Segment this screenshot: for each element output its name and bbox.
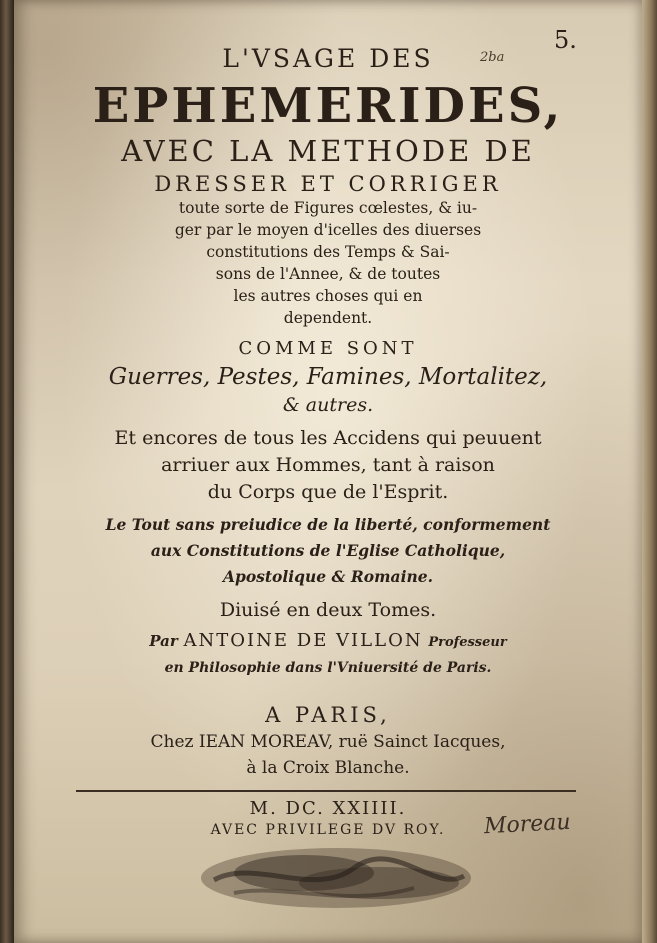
page-edge [642,0,657,943]
page-number: 5. [554,26,577,54]
list-line-1: Guerres, Pestes, Famines, Mortalitez, [108,364,548,390]
accidents-line-3: du Corps que de l'Esprit. [207,481,449,503]
description-line-4: sons de l'Annee, & de toutes [215,265,441,283]
ink-stamp-icon [194,838,479,918]
title-page [14,0,642,943]
divider-rule [76,790,576,792]
accidents-line-1: Et encores de tous les Accidens qui peuuent [114,427,542,449]
title-line-3: AVEC LA METHODE DE [121,134,535,168]
author-line-1 [14,630,642,651]
list-line-2: & autres. [282,394,374,416]
imprint-line-2: à la Croix Blanche. [246,758,410,778]
description-line-3: constitutions des Temps & Sai- [206,243,450,261]
author-line-2: en Philosophie dans l'Vniuersité de Paris. [164,660,492,676]
title-line-1: L'VSAGE DES [222,44,434,73]
imprint-city: A PARIS, [265,703,391,727]
handwritten-note: 2ba [480,50,505,65]
imprint-line-1: Chez IEAN MOREAV, ruë Sainct Iacques, [150,732,506,752]
privilege-line: AVEC PRIVILEGE DV ROY. [210,822,446,838]
title-line-2: EPHEMERIDES, [92,78,564,134]
handwritten-signature: Moreau [483,809,572,840]
description-line-2: ger par le moyen d'icelles des diuerses [174,221,482,239]
description-line-1: toute sorte de Figures cœlestes, & iu- [178,199,478,217]
disclaimer-line-1: Le Tout sans preiudice de la liberté, conformement [105,515,551,534]
accidents-line-2: arriuer aux Hommes, tant à raison [161,454,495,476]
division: Diuisé en deux Tomes. [219,599,437,621]
author-title: Professeur [428,635,507,650]
title-line-4: DRESSER ET CORRIGER [154,172,502,196]
author-prefix: Par [149,632,178,650]
publication-date: M. DC. XXIIII. [249,798,407,819]
description-line-6: dependent. [283,309,373,327]
disclaimer-line-2: aux Constitutions de l'Eglise Catholique, [150,541,506,560]
description-line-5: les autres choses qui en [233,287,423,305]
disclaimer-line-3: Apostolique & Romaine. [222,567,434,586]
comme-sont: COMME SONT [238,338,418,359]
author-name: ANTOINE DE VILLON [183,630,423,651]
